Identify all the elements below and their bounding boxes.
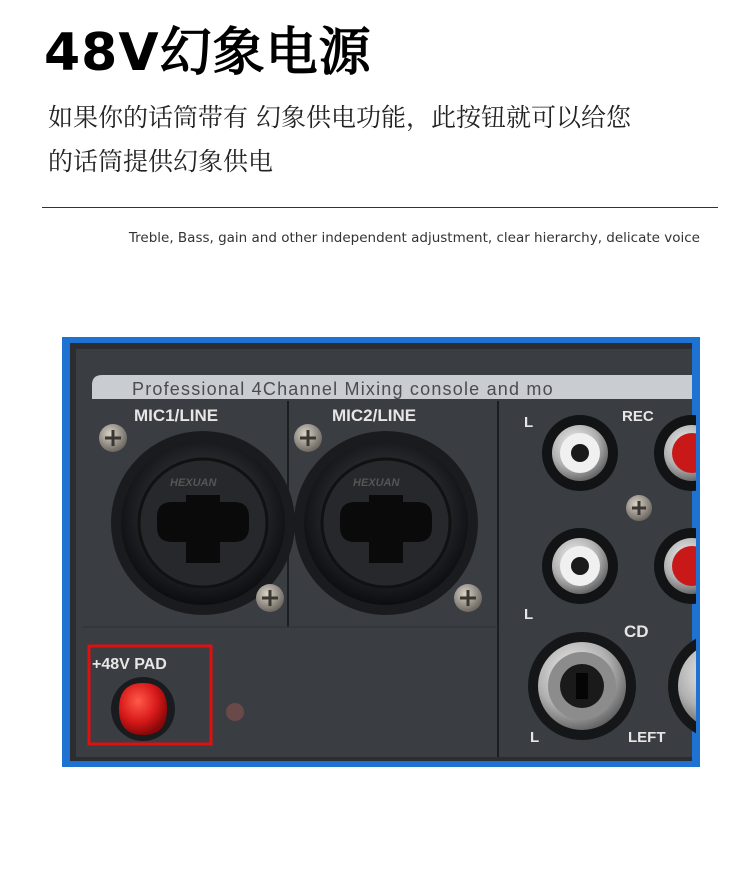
xlr-combo-jack-2 bbox=[294, 431, 478, 615]
l-label-3: L bbox=[530, 729, 540, 746]
description-line-1: 如果你的话筒带有 幻象供电功能，此按钮就可以给您 bbox=[48, 103, 631, 132]
phantom-label: +48V PAD bbox=[92, 656, 167, 673]
mixer-panel-photo bbox=[62, 337, 700, 767]
feature-description bbox=[48, 96, 708, 184]
rca-jack-rec-white bbox=[542, 415, 618, 491]
rca-jack-cd-white bbox=[542, 528, 618, 604]
phantom-button bbox=[119, 683, 167, 735]
subtitle: Treble, Bass, gain and other independent adjustment, clear hierarchy, delicate voice bbox=[128, 230, 700, 246]
l-label-1: L bbox=[524, 414, 534, 431]
phantom-led bbox=[226, 703, 244, 721]
cd-label: CD bbox=[624, 622, 649, 641]
mic1-label: MIC1/LINE bbox=[134, 406, 219, 425]
description-line-2: 的话筒提供幻象供电 bbox=[48, 147, 274, 176]
quarter-inch-jack-left bbox=[528, 632, 636, 740]
left-label: LEFT bbox=[628, 729, 666, 746]
jack-brand-1: HEXUAN bbox=[170, 477, 217, 489]
banner-text: Professional 4Channel Mixing console and mo bbox=[132, 379, 554, 399]
divider bbox=[42, 207, 718, 208]
l-label-2: L bbox=[524, 606, 534, 623]
mic2-label: MIC2/LINE bbox=[332, 406, 417, 425]
rec-label: REC bbox=[622, 408, 654, 425]
jack-brand-2: HEXUAN bbox=[353, 477, 400, 489]
mixer-panel-illustration bbox=[62, 337, 700, 767]
page-title: 48V幻象电源 bbox=[44, 23, 372, 83]
